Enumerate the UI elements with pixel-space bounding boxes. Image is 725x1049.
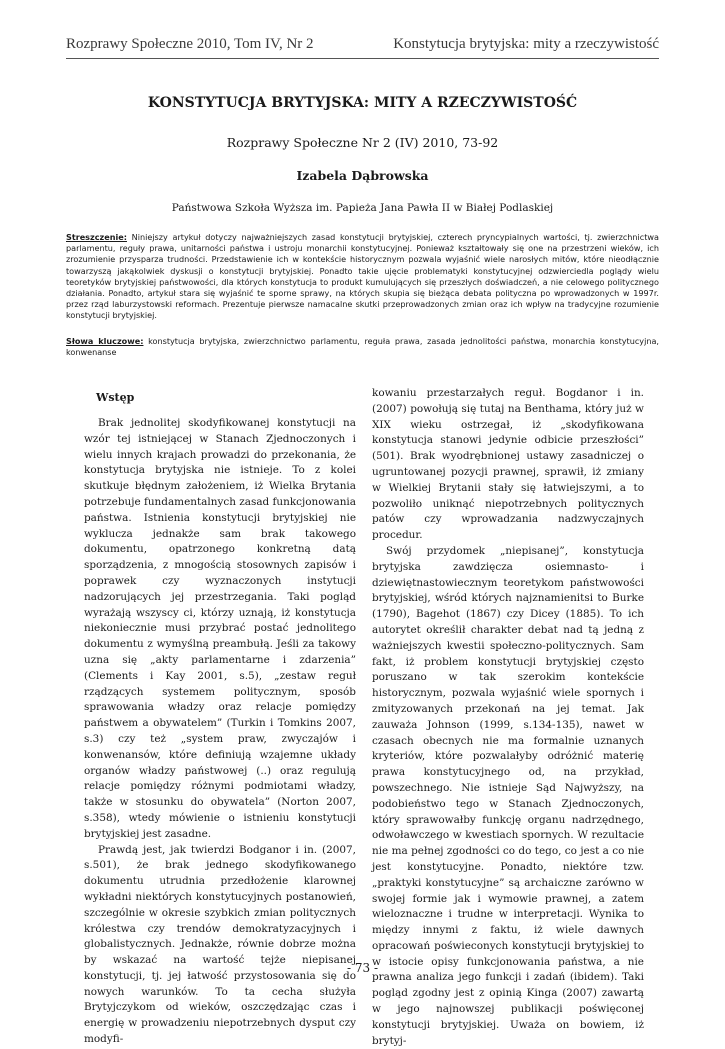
paragraph: Brak jednolitej skodyfikowanej konstytucji na wzór tej istniejącej w Stanach Zjednoczonych i wielu innych krajach prowadzi do przekonania, że konstytucja brytyjska nie istnieje. To z kolei skutkuje błędnym założeniem, iż Wielka Brytania potrzebuje fundamentalnych zasad funkcjonowania państwa. Istnienia konstytucji brytyjskiej nie wyklucza jednakże sam brak takowego dokumentu, opatrzonego konkretną datą sporządzenia, z mnogością stosownych zapisów i poprawek czy wyznaczonych instytucji nadzorujących jej przestrzegania. Taki pogląd wyrażają wszyscy ci, którzy uznają, iż konstytucja niekoniecznie musi przybrać postać jednolitego dokumentu z wymyślną preambułą. Jeśli za takowy uzna się „akty parlamentarne i zdarzenia” (Clements i Kay 2001, s.5), „zestaw reguł rządzących systemem politycznym, sposób sprawowania władzy oraz relacje pomiędzy państwem a obywatelem” (Turkin i Tomkins 2007, s.3) czy też „system praw, zwyczajów i konwenansów, które definiują wzajemne układy organów władzy państwowej (..) oraz regulują relacje pomiędzy różnymi podmiotami władzy, także w stosunku do obywatela” (Norton 2007, s.358), wtedy mówienie o istnieniu konstytucji brytyjskiej jest zasadne. [84,417,356,840]
paragraph: Swój przydomek „niepisanej”, konstytucja brytyjska zawdzięcza osiemnasto- i dziewiętnastowiecznym teoretykom państwowości brytyjskiej, wśród których najznamienitsi to Burke (1790), Bagehot (1867) czy Dicey (1885). To ich autorytet określił charakter debat nad tą jedną z ważniejszych kwestii społeczno-politycznych. Sam fakt, iż problem konstytucji brytyjskiej często poruszano w tak szerokim kontekście historycznym, pozwala wyjaśnić wiele spornych i zmityzowanych przekonań na jej temat. Jak zauważa Johnson (1999, s.134-135), nawet w czasach obecnych nie ma formalnie uznanych kryteriów, które pozwalałyby odróżnić materię prawa konstytucyjnego od, na przykład, powszechnego. Nie istnieje Sąd Najwyższy, na podobieństwo tego w Stanach Zjednoczonych, który sprawowałby funkcję organu nadrzędnego, odwoławczego w kwestiach spornych. W rezultacie nie ma pełnej zgodności co do tego, co jest a co nie jest konstytucyjne. Ponadto, niektóre tzw. „praktyki konstytucyjne” są archaiczne zarówno w swojej formie jak i wymowie prawnej, a zatem wieloznaczne i trudne w interpretacji. Wynika to między innymi z faktu, iż wiele dawnych opracowań poświeconych konstytucji brytyjskiej to w istocie opisy funkcjonowania państwa, a nie prawna analiza jego funkcji i zadań (ibidem). Taki pogląd zgodny jest z opinią Kinga (2007) zawartą w jego najnowszej publikacji poświęconej konstytucji brytyjskiej. Uważa on bowiem, iż brytyj- [372,544,644,1047]
running-header-right: Konstytucja brytyjska: mity a rzeczywistość [393,36,659,52]
abstract [66,232,659,322]
keywords [66,336,659,358]
abstract-text: Niniejszy artykuł dotyczy najważniejszych zasad konstytucji brytyjskiej, czterech pryncypialnych wartości, tj. zwierzchnictwa parlamentu, reguły prawa, unitarności państwa i ustroju monarchii konstytucyjnej. Ponieważ kształtowały się one na przestrzeni wieków, ich zrozumienie przysparza trudności. Przedstawienie ich w kontekście historycznym pozwala wyjaśnić wiele narosłych mitów, które nieodłącznie towarzyszą jakąkolwiek dyskusji o konstytucji brytyjskiej. Ponadto takie ujęcie problematyki konstytucyjnej odzwierciedla poglądy wielu teoretyków brytyjskiej państwowości, dla których konstytucja to produkt kumulujących się przeszłych doświadczeń, a nie celowego politycznego działania. Ponadto, artykuł stara się wyjaśnić te sporne sprawy, na których skupia się bieżąca debata polityczna po wprowadzonych w 1997r. przez rząd laburzystowski reformach. Prezentuje pierwsze namacalne skutki przeprowadzonych zmian oraz ich wpływ na tradycyjne rozumienie konstytucji brytyjskiej. [66,232,659,321]
keywords-label: Słowa kluczowe: [66,336,144,346]
running-header-left: Rozprawy Społeczne 2010, Tom IV, Nr 2 [66,36,314,52]
author-affiliation: Państwowa Szkoła Wyższa im. Papieża Jana Pawła II w Białej Podlaskiej [171,202,554,214]
paragraph: kowaniu przestarzałych reguł. Bogdanor i in. (2007) powołują się tutaj na Benthama, który już w XIX wieku ostrzegał, iż „skodyfikowana konstytucja stanowi jedynie odbicie przeszłości” (501). Brak wyodrębnionej ustawy zasadniczej o ugruntowanej pozycji prawnej, sprawił, iż zmiany w Wielkiej Brytanii stały się łatwiejszymi, a to pozwoliło uniknąć niepotrzebnych politycznych patów czy wprowadzania nadzwyczajnych procedur. [372,387,644,542]
page-number: - 73 - [346,961,378,975]
abstract-label: Streszczenie: [66,232,127,242]
keywords-text: konstytucja brytyjska, zwierzchnictwo parlamentu, reguła prawa, zasada jednolitości państwa, monarchia konstytucyjna, konwenanse [66,336,660,358]
column-left [84,386,356,1048]
column-right [372,386,644,1049]
paragraph: Prawdą jest, jak twierdzi Bodganor i in. (2007, s.501), że brak jednego skodyfikowanego dokumentu utrudnia przedłożenie klarownej wykładni niektórych konstytucyjnych postanowień, szczególnie w okresie szybkich zmian politycznych królestwa czy trendów demokratyzacyjnych i globalistycznych. Jednakże, równie dobrze można by wskazać na wartość tejże niepisanej konstytucji, tj. jej łatwość przystosowania się do nowych warunków. To ta cecha służyła Brytyjczykom od wieków, oszczędzając czas i energię w prowadzeniu niepotrzebnych dysput czy modyfi- [84,843,356,1046]
section-heading: Wstęp [96,391,135,404]
author-name: Izabela Dąbrowska [296,168,429,183]
article-title: KONSTYTUCJA BRYTYJSKA: MITY A RZECZYWISTOŚĆ [147,95,578,111]
journal-citation: Rozprawy Społeczne Nr 2 (IV) 2010, 73-92 [226,135,499,150]
running-header [66,36,659,59]
